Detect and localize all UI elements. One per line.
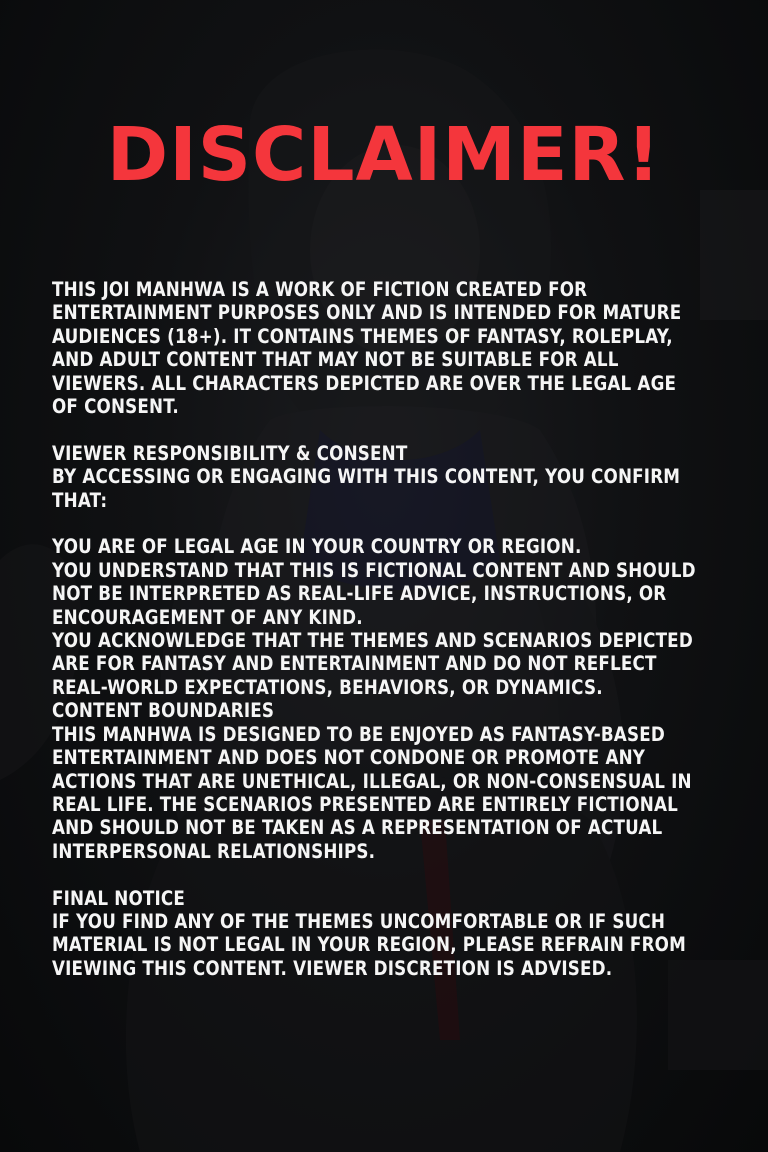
disclaimer-body [52,278,731,980]
text-line: ENTERTAINMENT AND DOES NOT CONDONE OR PROMOTE ANY [52,746,646,770]
text-line: VIEWERS. ALL CHARACTERS DEPICTED ARE OVER THE LEGAL AGE [52,371,677,395]
text-line: BY ACCESSING OR ENGAGING WITH THIS CONTENT, YOU CONFIRM [52,465,681,489]
text-line: ENCOURAGEMENT OF ANY KIND. [52,605,363,629]
intro-paragraph [52,278,731,418]
text-line: ACTIONS THAT ARE UNETHICAL, ILLEGAL, OR NON-CONSENSUAL IN [52,769,692,793]
text-line: YOU ACKNOWLEDGE THAT THE THEMES AND SCENARIOS DEPICTED [52,629,693,653]
text-line: THIS MANHWA IS DESIGNED TO BE ENJOYED AS FANTASY-BASED [52,722,665,746]
text-line: AND SHOULD NOT BE TAKEN AS A REPRESENTATION OF ACTUAL [52,816,663,840]
text-line: THIS JOI MANHWA IS A WORK OF FICTION CREATED FOR [52,278,588,301]
section-heading: FINAL NOTICE [52,886,186,910]
section-heading: VIEWER RESPONSIBILITY & CONSENT [52,441,408,465]
responsibility-section [52,442,731,512]
text-line: MATERIAL IS NOT LEGAL IN YOUR REGION, PLEASE REFRAIN FROM [52,933,686,957]
text-line: AND ADULT CONTENT THAT MAY NOT BE SUITABLE FOR ALL [52,348,619,372]
text-line: OF CONSENT. [52,395,179,419]
text-line: YOU ARE OF LEGAL AGE IN YOUR COUNTRY OR REGION. [52,535,582,559]
text-line: REAL-WORLD EXPECTATIONS, BEHAVIORS, OR DYNAMICS. [52,675,603,699]
text-line: REAL LIFE. THE SCENARIOS PRESENTED ARE ENTIRELY FICTIONAL [52,792,678,816]
text-line: THAT: [52,488,108,512]
final-notice-section [52,887,731,981]
section-heading: CONTENT BOUNDARIES [52,699,275,723]
paragraph-gap [52,418,731,441]
text-line: AUDIENCES (18+). IT CONTAINS THEMES OF FANTASY, ROLEPLAY, [52,324,673,348]
page-title: DISCLAIMER! [106,112,662,198]
text-line: IF YOU FIND ANY OF THE THEMES UNCOMFORTABLE OR IF SUCH [52,909,666,933]
text-line: NOT BE INTERPRETED AS REAL-LIFE ADVICE, INSTRUCTIONS, OR [52,582,667,606]
confirmations-section [52,535,731,863]
text-line: VIEWING THIS CONTENT. VIEWER DISCRETION IS ADVISED. [52,956,613,980]
text-line: ARE FOR FANTASY AND ENTERTAINMENT AND DO NOT REFLECT [52,652,657,676]
text-line: YOU UNDERSTAND THAT THIS IS FICTIONAL CONTENT AND SHOULD [52,558,696,582]
paragraph-gap [52,512,731,535]
paragraph-gap [52,863,731,886]
text-line: ENTERTAINMENT PURPOSES ONLY AND IS INTENDED FOR MATURE [52,301,682,325]
text-line: INTERPERSONAL RELATIONSHIPS. [52,839,376,863]
